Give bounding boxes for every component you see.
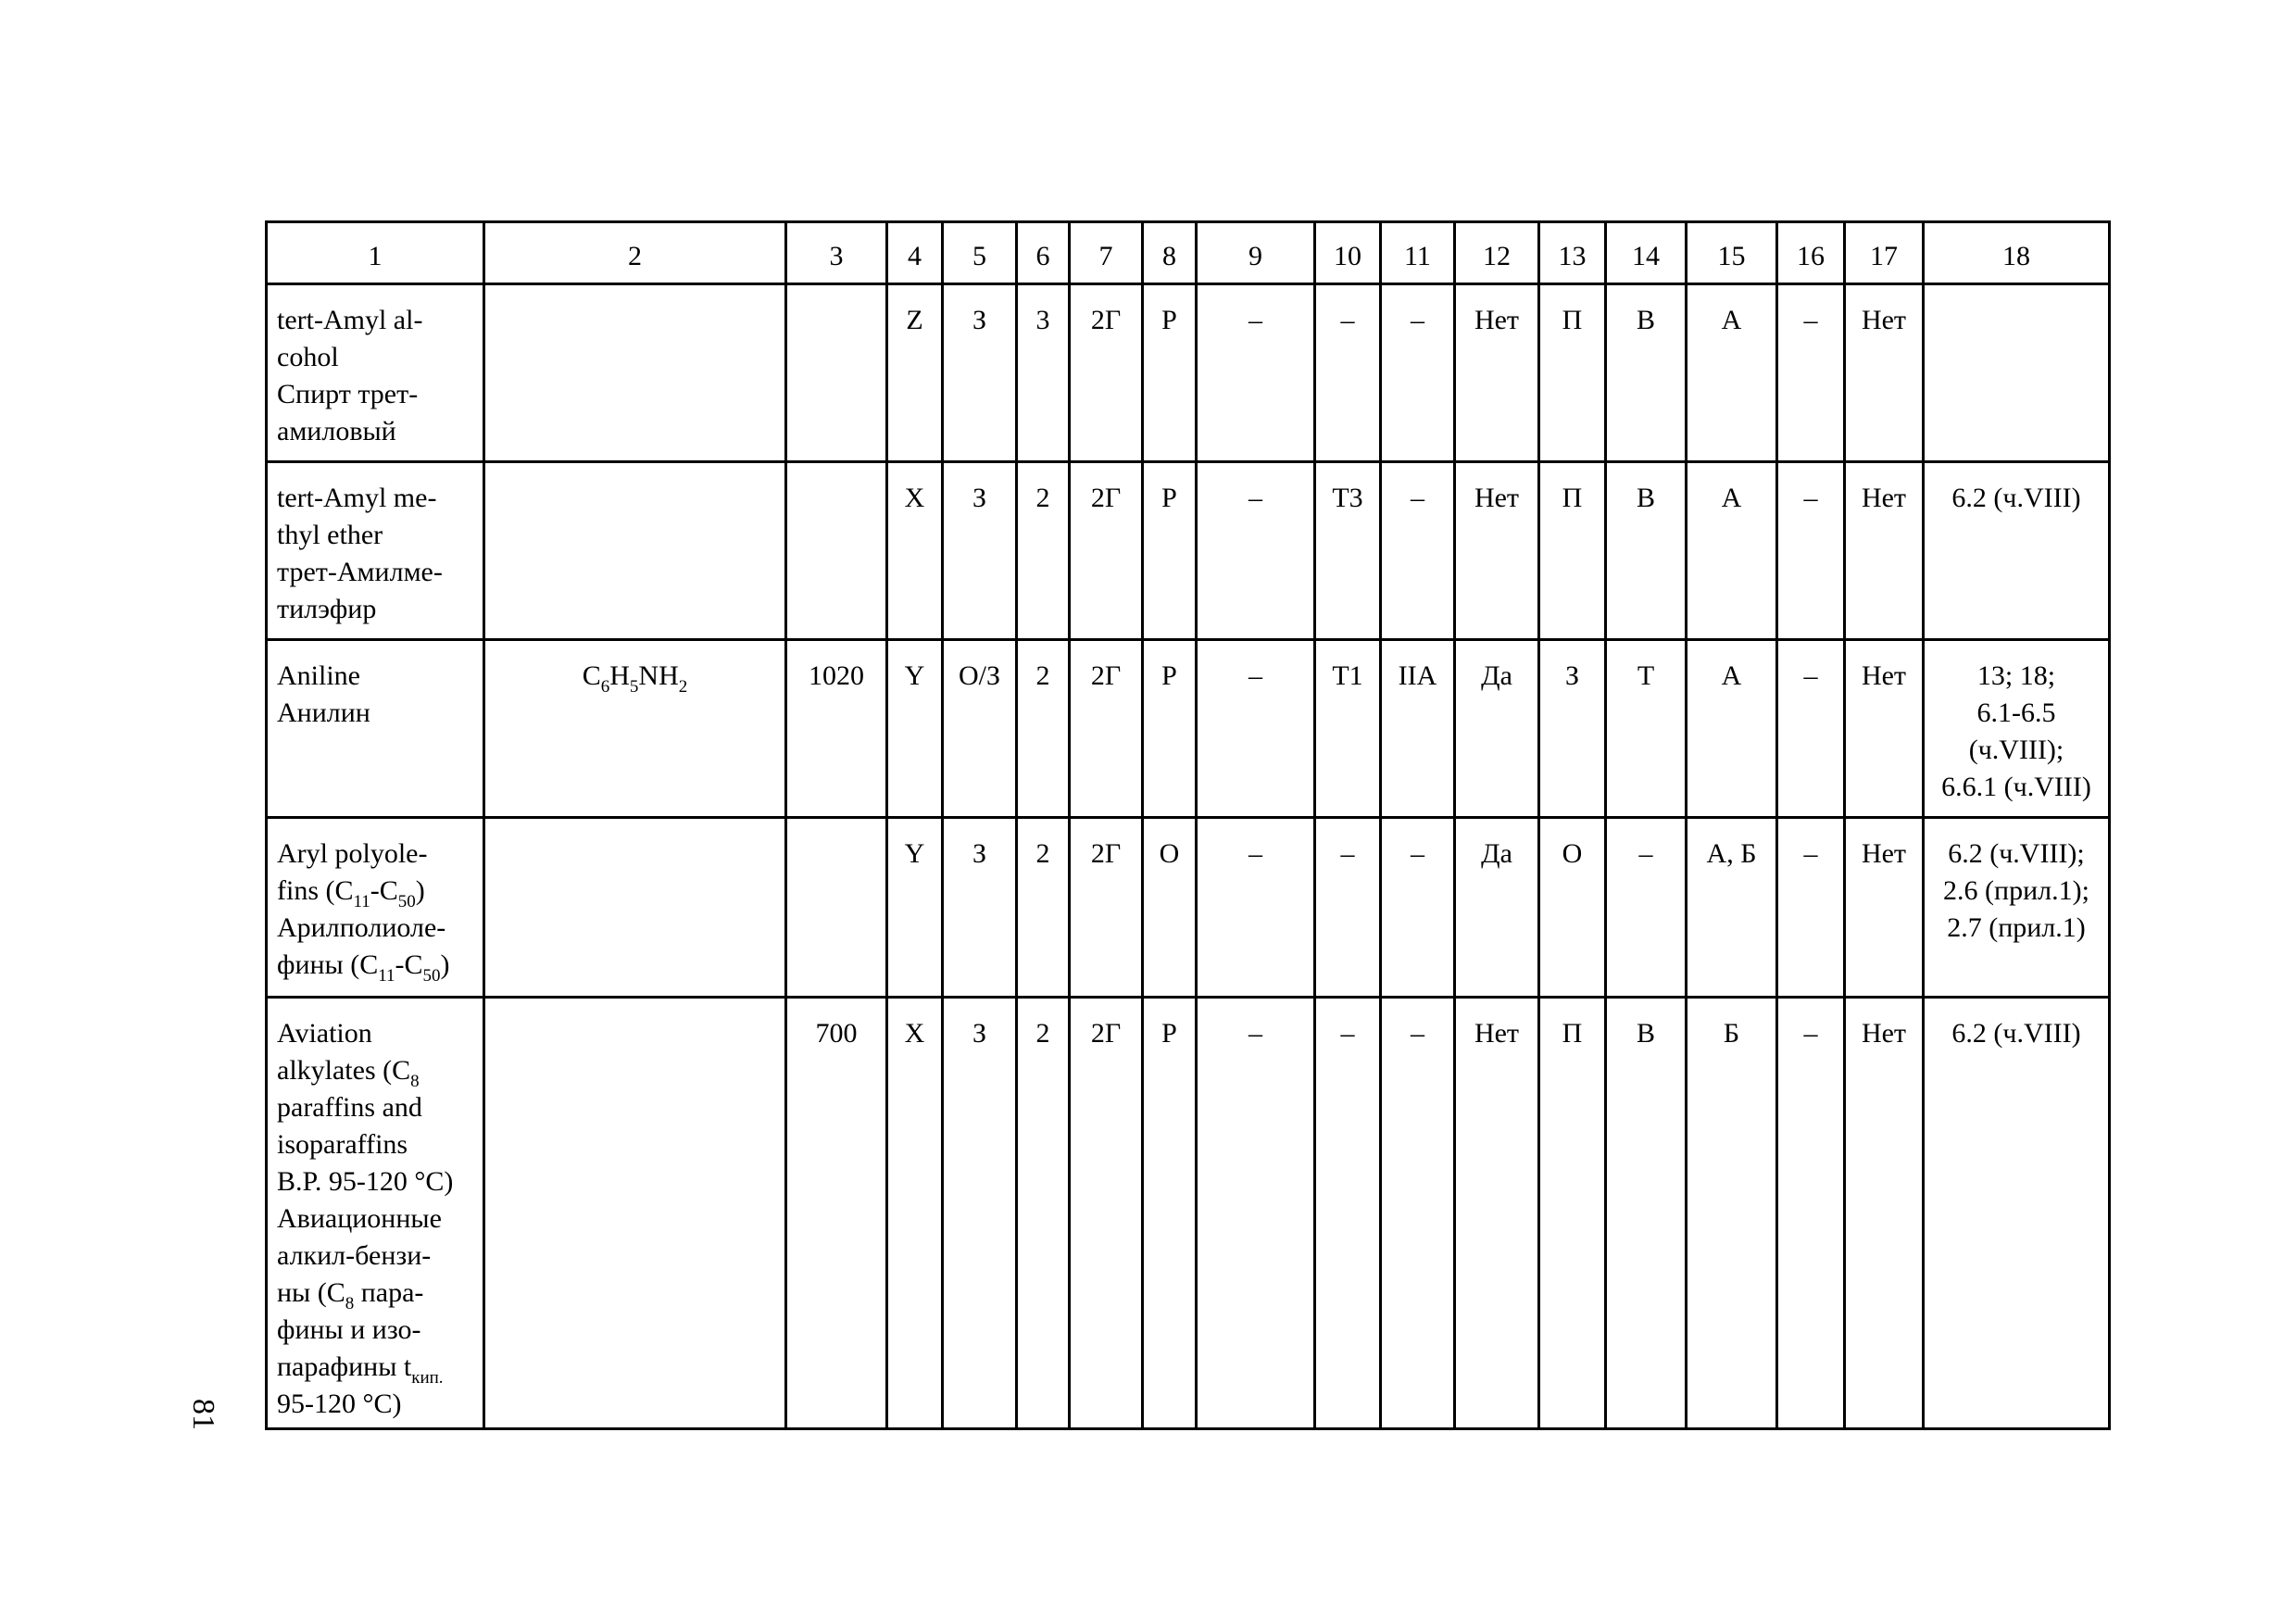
header-cell-11: 11 [1381, 222, 1455, 284]
substance-name-line: Арилполиоле- [277, 912, 446, 943]
table-cell-col-3: 700 [786, 998, 887, 1429]
table-cell-col-16: – [1777, 640, 1845, 818]
table-cell-col-12: Да [1455, 818, 1539, 998]
table-cell-col-8: Р [1143, 998, 1197, 1429]
table-cell-col-17: Нет [1845, 640, 1924, 818]
substance-name-cell [267, 462, 484, 640]
header-cell-12: 12 [1455, 222, 1539, 284]
substance-name-cell [267, 998, 484, 1429]
substance-name-line: paraffins and [277, 1092, 422, 1123]
substance-name-line: 95-120 °С) [277, 1389, 402, 1419]
table-cell-col-3 [786, 818, 887, 998]
table-cell-col-17: Нет [1845, 998, 1924, 1429]
table-cell-col-11: – [1381, 284, 1455, 462]
table-cell-col-17: Нет [1845, 462, 1924, 640]
reference-line: 6.2 (ч.VIII); [1948, 838, 2085, 869]
table-cell-col-11: IIА [1381, 640, 1455, 818]
table-cell-col-9: – [1197, 998, 1315, 1429]
substance-name-line: Авиационные [277, 1203, 442, 1234]
table-row [267, 998, 2110, 1429]
table-cell-col-13: П [1539, 284, 1606, 462]
table-cell-col-13: З [1539, 640, 1606, 818]
table-cell-col-8: Р [1143, 462, 1197, 640]
table-cell-col-4: X [887, 998, 943, 1429]
table-cell-col-14: В [1606, 284, 1687, 462]
table-cell-col-4: X [887, 462, 943, 640]
substance-name-line: парафины $t_{кип.}$ [277, 1351, 444, 1388]
substance-name-line: Aviation [277, 1018, 372, 1049]
table-cell-col-10: Т3 [1315, 462, 1381, 640]
table-cell-col-10: – [1315, 818, 1381, 998]
substance-name-line: tert-Amyl al- [277, 305, 423, 335]
header-cell-2: 2 [484, 222, 786, 284]
table-cell-col-12: Нет [1455, 462, 1539, 640]
substance-name-line: трет-Амилме- [277, 557, 443, 587]
table-cell-col-16: – [1777, 284, 1845, 462]
table-cell-col-8: Р [1143, 284, 1197, 462]
reference-line: 6.2 (ч.VIII) [1951, 1018, 2081, 1049]
header-cell-10: 10 [1315, 222, 1381, 284]
table-cell-col-16: – [1777, 818, 1845, 998]
header-cell-13: 13 [1539, 222, 1606, 284]
table-cell-col-13: П [1539, 462, 1606, 640]
table-cell-col-14: Т [1606, 640, 1687, 818]
table-cell-col-17: Нет [1845, 284, 1924, 462]
substance-name-line: тилэфир [277, 594, 377, 624]
substance-name-line: tert-Amyl me- [277, 483, 437, 513]
substance-name-line: фины и изо- [277, 1314, 421, 1345]
table-cell-col-6: 2 [1017, 462, 1070, 640]
formula-cell [484, 818, 786, 998]
header-cell-17: 17 [1845, 222, 1924, 284]
table-cell-col-9: – [1197, 284, 1315, 462]
table-cell-col-10: Т1 [1315, 640, 1381, 818]
table-cell-col-9: – [1197, 640, 1315, 818]
header-cell-4: 4 [887, 222, 943, 284]
substance-name-line: алкил-бензи- [277, 1240, 432, 1271]
table-cell-col-10: – [1315, 998, 1381, 1429]
table-cell-col-4: Z [887, 284, 943, 462]
header-cell-8: 8 [1143, 222, 1197, 284]
page-number: 81 [186, 1399, 220, 1430]
table-cell-col-11: – [1381, 818, 1455, 998]
formula-cell [484, 462, 786, 640]
substance-name-line: амиловый [277, 416, 396, 446]
table-cell-col-12: Да [1455, 640, 1539, 818]
table-cell-col-10: – [1315, 284, 1381, 462]
table-cell-col-3: 1020 [786, 640, 887, 818]
substance-name-line: Aryl polyole- [277, 838, 428, 869]
table-cell-col-14: В [1606, 462, 1687, 640]
table-cell-col-8: Р [1143, 640, 1197, 818]
table-cell-col-9: – [1197, 462, 1315, 640]
formula-cell [484, 284, 786, 462]
reference-cell [1924, 284, 2110, 462]
header-cell-5: 5 [943, 222, 1017, 284]
substance-name-line: alkylates ($C_8$ [277, 1055, 420, 1091]
table-cell-col-14: В [1606, 998, 1687, 1429]
substance-name-cell [267, 284, 484, 462]
table-cell-col-7: 2Г [1070, 462, 1143, 640]
table-row [267, 640, 2110, 818]
substance-name-line: ны ($С_8$ пара- [277, 1277, 424, 1313]
formula-text: $C_6H_5NH_2$ [582, 660, 688, 697]
table-cell-col-16: – [1777, 998, 1845, 1429]
table-cell-col-7: 2Г [1070, 284, 1143, 462]
table-cell-col-12: Нет [1455, 998, 1539, 1429]
substance-name-line: fins $(C_{11}-C_{50})$ [277, 875, 425, 911]
table-cell-col-6: 2 [1017, 640, 1070, 818]
table-cell-col-17: Нет [1845, 818, 1924, 998]
table-cell-col-15: А, Б [1687, 818, 1777, 998]
table-cell-col-13: О [1539, 818, 1606, 998]
substance-name-line: cohol [277, 342, 339, 372]
table-cell-col-15: А [1687, 462, 1777, 640]
substance-name-line: thyl ether [277, 520, 383, 550]
header-cell-3: 3 [786, 222, 887, 284]
table-cell-col-15: А [1687, 284, 1777, 462]
table-cell-col-7: 2Г [1070, 818, 1143, 998]
header-cell-1: 1 [267, 222, 484, 284]
reference-cell [1924, 998, 2110, 1429]
table-row [267, 818, 2110, 998]
table-cell-col-16: – [1777, 462, 1845, 640]
substance-name-cell [267, 640, 484, 818]
reference-line: (ч.VIII); [1968, 735, 2064, 765]
table-cell-col-3 [786, 284, 887, 462]
table-cell-col-4: Y [887, 818, 943, 998]
reference-line: 6.6.1 (ч.VIII) [1941, 772, 2091, 802]
table-cell-col-5: З [943, 998, 1017, 1429]
table-cell-col-5: О/З [943, 640, 1017, 818]
reference-cell [1924, 462, 2110, 640]
table-cell-col-14: – [1606, 818, 1687, 998]
header-cell-6: 6 [1017, 222, 1070, 284]
substance-name-line: Спирт трет- [277, 379, 419, 409]
table-cell-col-13: П [1539, 998, 1606, 1429]
table-cell-col-15: Б [1687, 998, 1777, 1429]
table-cell-col-6: 2 [1017, 998, 1070, 1429]
table-cell-col-11: – [1381, 998, 1455, 1429]
formula-cell [484, 640, 786, 818]
table-cell-col-5: З [943, 284, 1017, 462]
table-cell-col-11: – [1381, 462, 1455, 640]
substance-table [265, 220, 2111, 1430]
header-cell-9: 9 [1197, 222, 1315, 284]
reference-line: 6.2 (ч.VIII) [1951, 483, 2081, 513]
header-cell-18: 18 [1924, 222, 2110, 284]
reference-line: 13; 18; [1976, 660, 2056, 691]
table-row [267, 284, 2110, 462]
header-cell-7: 7 [1070, 222, 1143, 284]
table-cell-col-15: А [1687, 640, 1777, 818]
substance-name-line: B.P. 95-120 °C) [277, 1166, 454, 1197]
table-cell-col-5: З [943, 462, 1017, 640]
substance-name-cell [267, 818, 484, 998]
table-cell-col-8: О [1143, 818, 1197, 998]
table-cell-col-7: 2Г [1070, 998, 1143, 1429]
reference-cell [1924, 640, 2110, 818]
reference-line: 6.1-6.5 [1976, 697, 2056, 728]
header-cell-15: 15 [1687, 222, 1777, 284]
table-cell-col-12: Нет [1455, 284, 1539, 462]
table-cell-col-6: 3 [1017, 284, 1070, 462]
formula-cell [484, 998, 786, 1429]
header-cell-16: 16 [1777, 222, 1845, 284]
table-cell-col-5: З [943, 818, 1017, 998]
substance-name-line: isoparaffins [277, 1129, 408, 1160]
table-cell-col-4: Y [887, 640, 943, 818]
table-cell-col-6: 2 [1017, 818, 1070, 998]
reference-line: 2.6 (прил.1); [1943, 875, 2089, 906]
header-cell-14: 14 [1606, 222, 1687, 284]
reference-line: 2.7 (прил.1) [1947, 912, 2086, 943]
substance-name-line: Aniline [277, 660, 360, 691]
table-cell-col-9: – [1197, 818, 1315, 998]
header-row [267, 222, 2110, 284]
substance-name-line: Анилин [277, 697, 370, 728]
table-row [267, 462, 2110, 640]
table-cell-col-3 [786, 462, 887, 640]
table-cell-col-7: 2Г [1070, 640, 1143, 818]
substance-name-line: фины $(С_{11}-С_{50})$ [277, 949, 450, 986]
reference-cell [1924, 818, 2110, 998]
